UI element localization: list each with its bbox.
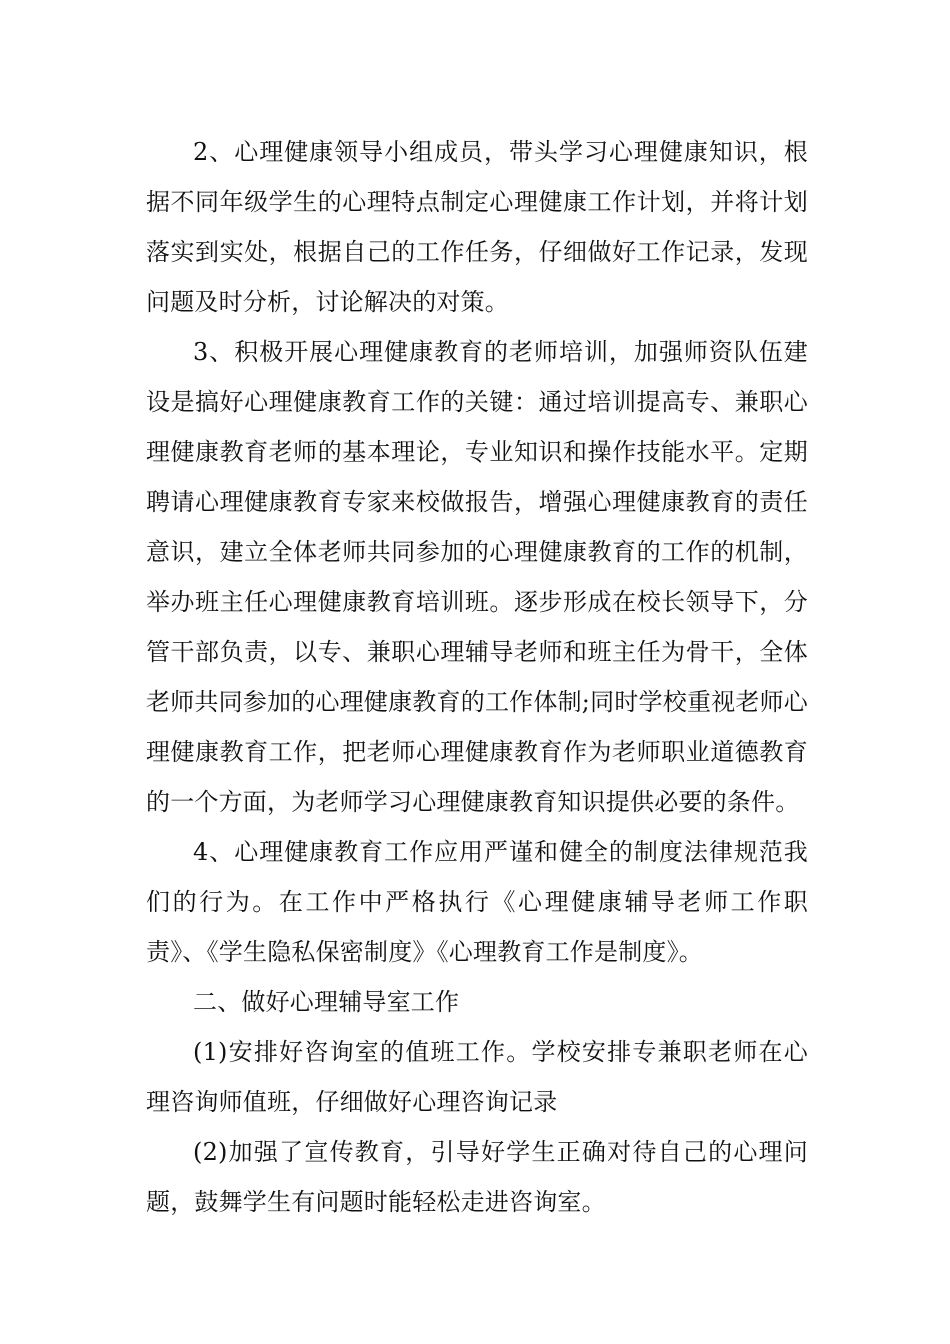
paragraph-subitem-2: (2)加强了宣传教育，引导好学生正确对待自己的心理问题，鼓舞学生有问题时能轻松走进咨询室。 <box>146 1138 808 1216</box>
paragraph-item-2: 2、心理健康领导小组成员，带头学习心理健康知识，根据不同年级学生的心理特点制定心理健康工作计划，并将计划落实到实处，根据自己的工作任务，仔细做好工作记录，发现问题及时分析，讨论解决的对策。 <box>146 138 808 316</box>
paragraph-item-3: 3、积极开展心理健康教育的老师培训，加强师资队伍建设是搞好心理健康教育工作的关键：通过培训提高专、兼职心理健康教育老师的基本理论，专业知识和操作技能水平。定期聘请心理健康教育专家来校做报告，增强心理健康教育的责任意识，建立全体老师共同参加的心理健康教育的工作的机制，举办班主任心理健康教育培训班。逐步形成在校长领导下，分管干部负责，以专、兼职心理辅导老师和班主任为骨干，全体老师共同参加的心理健康教育的工作体制;同时学校重视老师心理健康教育工作，把老师心理健康教育作为老师职业道德教育的一个方面，为老师学习心理健康教育知识提供必要的条件。 <box>146 338 808 816</box>
section-heading-counseling-room: 二、做好心理辅导室工作 <box>193 988 460 1016</box>
paragraph-item-4: 4、心理健康教育工作应用严谨和健全的制度法律规范我们的行为。在工作中严格执行《心理健康辅导老师工作职责》、《学生隐私保密制度》《心理教育工作是制度》。 <box>146 838 808 966</box>
paragraph-subitem-1: (1)安排好咨询室的值班工作。学校安排专兼职老师在心理咨询师值班，仔细做好心理咨询记录 <box>146 1038 808 1116</box>
document-page <box>146 127 808 1227</box>
